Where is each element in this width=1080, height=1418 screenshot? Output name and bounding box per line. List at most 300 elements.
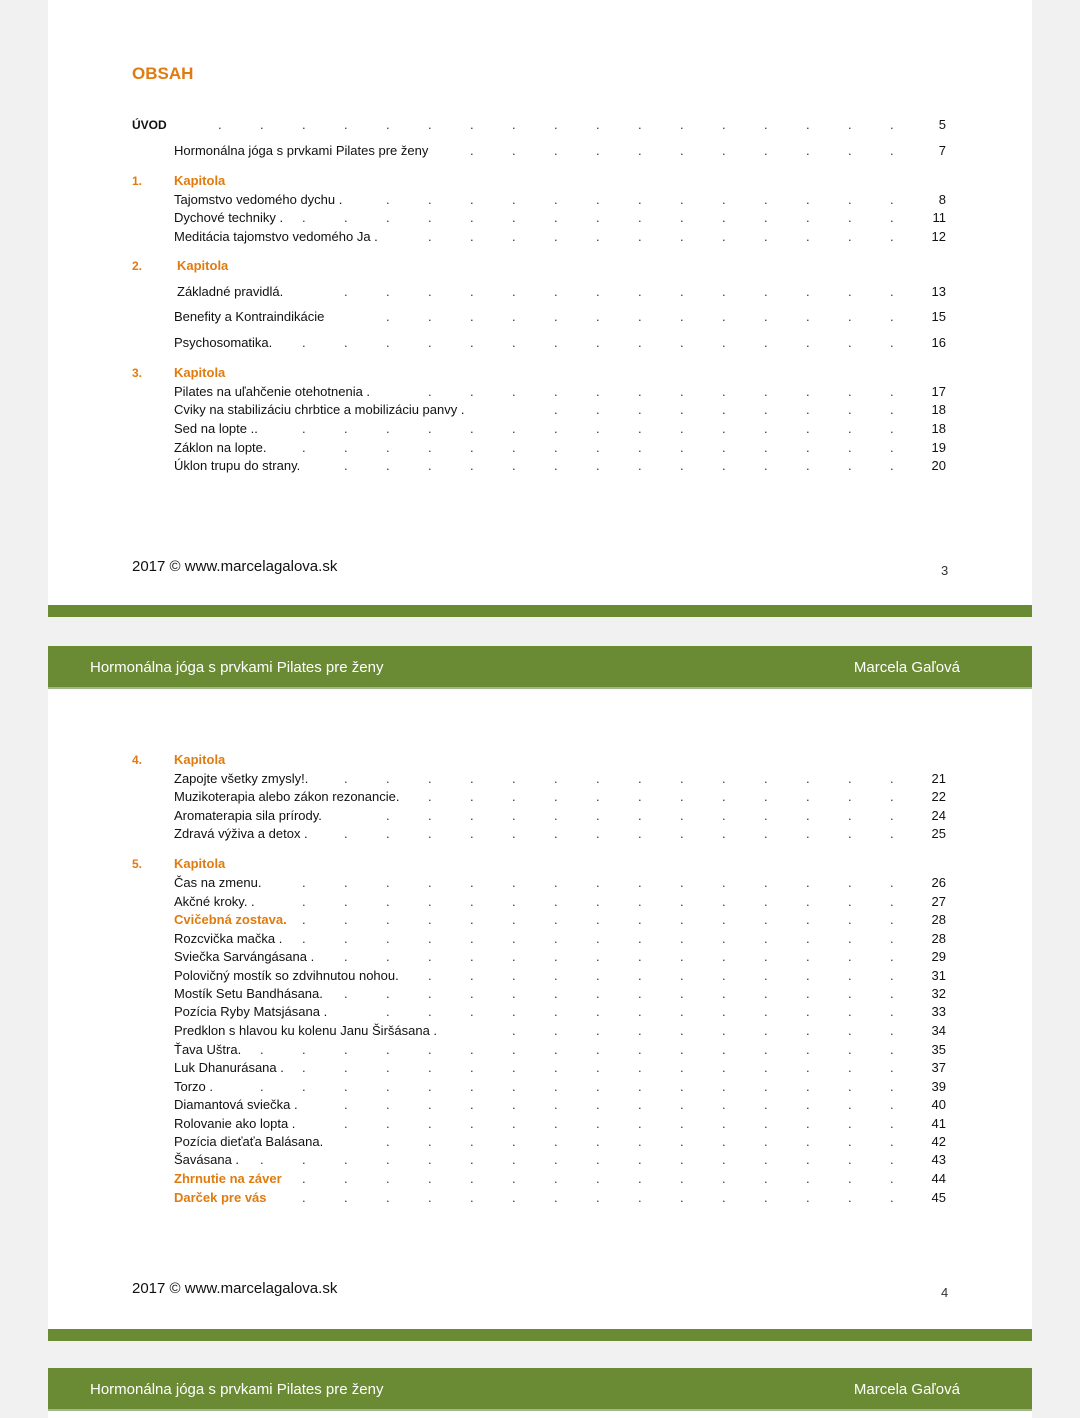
dot-leader: . xyxy=(722,421,726,436)
dot-leader: . xyxy=(386,826,390,841)
dot-leader: . xyxy=(302,421,306,436)
dot-leader: . xyxy=(596,875,600,890)
dot-leader: . xyxy=(344,210,348,225)
dot-leader: . xyxy=(386,1171,390,1186)
dot-leader: . xyxy=(638,1004,642,1019)
toc-entry[interactable] xyxy=(48,258,1032,276)
dot-leader: . xyxy=(848,912,852,927)
dot-leader: . xyxy=(848,421,852,436)
dot-leader: . xyxy=(722,229,726,244)
dot-leader: . xyxy=(302,931,306,946)
dot-leader: . xyxy=(764,1134,768,1149)
dot-leader: . xyxy=(764,1023,768,1038)
toc-entry[interactable] xyxy=(48,1190,1032,1208)
dot-leader: . xyxy=(722,309,726,324)
toc-entry-label: Základné pravidlá. xyxy=(177,284,284,299)
dot-leader: . xyxy=(638,986,642,1001)
toc-entry[interactable] xyxy=(48,1152,1032,1170)
dot-leader: . xyxy=(470,421,474,436)
dot-leader: . xyxy=(848,949,852,964)
toc-entry[interactable] xyxy=(48,752,1032,770)
dot-leader: . xyxy=(596,143,600,158)
dot-leader: . xyxy=(680,229,684,244)
toc-page-number: 40 xyxy=(931,1097,946,1112)
dot-leader: . xyxy=(512,458,516,473)
dot-leader: . xyxy=(554,986,558,1001)
toc-entry[interactable] xyxy=(48,1079,1032,1097)
dot-leader: . xyxy=(428,440,432,455)
dot-leader: . xyxy=(680,808,684,823)
dot-leader: . xyxy=(470,143,474,158)
toc-entry[interactable] xyxy=(48,856,1032,874)
dot-leader: . xyxy=(848,1134,852,1149)
toc-entry[interactable] xyxy=(48,808,1032,826)
dot-leader: . xyxy=(806,968,810,983)
dot-leader: . xyxy=(722,826,726,841)
toc-entry-label: Benefity a Kontraindikácie xyxy=(174,309,325,324)
dot-leader: . xyxy=(890,117,894,132)
toc-entry-label: Pozícia dieťaťa Balásana. xyxy=(174,1134,324,1149)
toc-page-number: 41 xyxy=(931,1116,946,1131)
toc-page-number: 27 xyxy=(931,894,946,909)
dot-leader: . xyxy=(680,826,684,841)
dot-leader: . xyxy=(512,210,516,225)
dot-leader: . xyxy=(680,421,684,436)
dot-leader: . xyxy=(764,210,768,225)
dot-leader: . xyxy=(428,1152,432,1167)
dot-leader: . xyxy=(848,440,852,455)
dot-leader: . xyxy=(512,894,516,909)
toc-page-number: 5 xyxy=(938,117,946,132)
dot-leader: . xyxy=(344,875,348,890)
dot-leader: . xyxy=(470,1079,474,1094)
dot-leader: . xyxy=(680,284,684,299)
dot-leader: . xyxy=(386,1004,390,1019)
dot-leader: . xyxy=(428,1116,432,1131)
dot-leader: . xyxy=(428,1060,432,1075)
dot-leader: . xyxy=(848,192,852,207)
dot-leader: . xyxy=(344,1190,348,1205)
dot-leader: . xyxy=(680,210,684,225)
dot-leader: . xyxy=(638,771,642,786)
toc-page-number: 17 xyxy=(931,384,946,399)
dot-leader: . xyxy=(512,808,516,823)
dot-leader: . xyxy=(470,808,474,823)
toc-entry[interactable] xyxy=(48,335,1032,353)
dot-leader: . xyxy=(554,1079,558,1094)
dot-leader: . xyxy=(470,1171,474,1186)
toc-entry-label: Diamantová sviečka . xyxy=(174,1097,298,1112)
dot-leader: . xyxy=(554,875,558,890)
dot-leader: . xyxy=(302,894,306,909)
dot-leader: . xyxy=(848,968,852,983)
toc-entry[interactable] xyxy=(48,894,1032,912)
dot-leader: . xyxy=(554,210,558,225)
dot-leader: . xyxy=(596,894,600,909)
dot-leader: . xyxy=(428,968,432,983)
dot-leader: . xyxy=(722,1190,726,1205)
toc-entry[interactable] xyxy=(48,309,1032,327)
dot-leader: . xyxy=(806,808,810,823)
dot-leader: . xyxy=(386,309,390,324)
dot-leader: . xyxy=(554,1042,558,1057)
dot-leader: . xyxy=(638,949,642,964)
dot-leader: . xyxy=(680,949,684,964)
dot-leader: . xyxy=(764,309,768,324)
toc-page-number: 15 xyxy=(931,309,946,324)
dot-leader: . xyxy=(722,284,726,299)
toc-entry-label: Mostík Setu Bandhásana. xyxy=(174,986,323,1001)
toc-entry[interactable] xyxy=(48,986,1032,1004)
dot-leader: . xyxy=(890,931,894,946)
dot-leader: . xyxy=(638,931,642,946)
dot-leader: . xyxy=(848,986,852,1001)
dot-leader: . xyxy=(848,1171,852,1186)
dot-leader: . xyxy=(638,229,642,244)
dot-leader: . xyxy=(428,771,432,786)
dot-leader: . xyxy=(722,894,726,909)
dot-leader: . xyxy=(596,1004,600,1019)
header-underline xyxy=(48,1409,1032,1411)
dot-leader: . xyxy=(596,421,600,436)
toc-entry-label: Kapitola xyxy=(174,173,226,188)
dot-leader: . xyxy=(764,1116,768,1131)
dot-leader: . xyxy=(764,335,768,350)
dot-leader: . xyxy=(722,117,726,132)
dot-leader: . xyxy=(386,986,390,1001)
toc-entry[interactable] xyxy=(48,1023,1032,1041)
dot-leader: . xyxy=(512,1116,516,1131)
dot-leader: . xyxy=(386,912,390,927)
toc-entry[interactable] xyxy=(48,1171,1032,1189)
dot-leader: . xyxy=(344,771,348,786)
toc-entry-label: Kapitola xyxy=(177,258,229,273)
toc-entry[interactable] xyxy=(48,968,1032,986)
dot-leader: . xyxy=(512,421,516,436)
toc-entry-label: Darček pre vás xyxy=(174,1190,267,1205)
dot-leader: . xyxy=(848,458,852,473)
dot-leader: . xyxy=(596,384,600,399)
dot-leader: . xyxy=(806,771,810,786)
dot-leader: . xyxy=(848,402,852,417)
dot-leader: . xyxy=(890,771,894,786)
dot-leader: . xyxy=(260,1042,264,1057)
dot-leader: . xyxy=(386,1060,390,1075)
toc-entry[interactable] xyxy=(48,143,1032,161)
dot-leader: . xyxy=(554,1023,558,1038)
dot-leader: . xyxy=(638,1116,642,1131)
toc-entry[interactable] xyxy=(48,173,1032,191)
dot-leader: . xyxy=(470,789,474,804)
dot-leader: . xyxy=(554,1134,558,1149)
dot-leader: . xyxy=(428,894,432,909)
dot-leader: . xyxy=(722,384,726,399)
dot-leader: . xyxy=(890,1023,894,1038)
dot-leader: . xyxy=(554,949,558,964)
dot-leader: . xyxy=(554,284,558,299)
page-divider-bar xyxy=(48,605,1032,617)
toc-page-number: 43 xyxy=(931,1152,946,1167)
dot-leader: . xyxy=(344,335,348,350)
toc-entry[interactable] xyxy=(48,1004,1032,1022)
dot-leader: . xyxy=(596,309,600,324)
dot-leader: . xyxy=(512,1190,516,1205)
toc-entry-label: Zhrnutie na záver xyxy=(174,1171,282,1186)
toc-entry-label: Sed na lopte .. xyxy=(174,421,258,436)
toc-page-number: 31 xyxy=(931,968,946,983)
dot-leader: . xyxy=(554,894,558,909)
dot-leader: . xyxy=(638,384,642,399)
dot-leader: . xyxy=(806,986,810,1001)
toc-chapter-number: 2. xyxy=(132,259,143,273)
toc-entry[interactable] xyxy=(48,458,1032,476)
dot-leader: . xyxy=(260,117,264,132)
dot-leader: . xyxy=(722,440,726,455)
toc-entry[interactable] xyxy=(48,826,1032,844)
dot-leader: . xyxy=(680,986,684,1001)
dot-leader: . xyxy=(848,117,852,132)
dot-leader: . xyxy=(596,931,600,946)
dot-leader: . xyxy=(302,1190,306,1205)
dot-leader: . xyxy=(722,1042,726,1057)
dot-leader: . xyxy=(344,1042,348,1057)
dot-leader: . xyxy=(722,1134,726,1149)
dot-leader: . xyxy=(890,421,894,436)
header-underline xyxy=(48,687,1032,689)
toc-entry[interactable] xyxy=(48,912,1032,930)
dot-leader: . xyxy=(722,912,726,927)
dot-leader: . xyxy=(890,384,894,399)
dot-leader: . xyxy=(638,309,642,324)
dot-leader: . xyxy=(344,1152,348,1167)
dot-leader: . xyxy=(344,931,348,946)
dot-leader: . xyxy=(764,986,768,1001)
toc-entry[interactable] xyxy=(48,875,1032,893)
dot-leader: . xyxy=(386,1152,390,1167)
dot-leader: . xyxy=(806,789,810,804)
dot-leader: . xyxy=(470,1190,474,1205)
toc-page-number: 7 xyxy=(938,143,946,158)
dot-leader: . xyxy=(428,384,432,399)
dot-leader: . xyxy=(470,875,474,890)
dot-leader: . xyxy=(638,440,642,455)
dot-leader: . xyxy=(428,284,432,299)
dot-leader: . xyxy=(638,192,642,207)
dot-leader: . xyxy=(806,894,810,909)
dot-leader: . xyxy=(386,192,390,207)
dot-leader: . xyxy=(386,1134,390,1149)
toc-entry-label: Rozcvička mačka . xyxy=(174,931,283,946)
dot-leader: . xyxy=(470,458,474,473)
dot-leader: . xyxy=(302,440,306,455)
dot-leader: . xyxy=(890,402,894,417)
dot-leader: . xyxy=(890,440,894,455)
dot-leader: . xyxy=(596,210,600,225)
toc-chapter-number: 5. xyxy=(132,857,143,871)
toc-entry[interactable] xyxy=(48,1116,1032,1134)
dot-leader: . xyxy=(890,789,894,804)
dot-leader: . xyxy=(806,1042,810,1057)
dot-leader: . xyxy=(722,1004,726,1019)
dot-leader: . xyxy=(848,931,852,946)
dot-leader: . xyxy=(596,1152,600,1167)
dot-leader: . xyxy=(806,912,810,927)
toc-entry-label: Pilates na uľahčenie otehotnenia . xyxy=(174,384,371,399)
toc-entry-label: Sviečka Sarvángásana . xyxy=(174,949,315,964)
dot-leader: . xyxy=(722,1152,726,1167)
dot-leader: . xyxy=(680,912,684,927)
dot-leader: . xyxy=(344,421,348,436)
dot-leader: . xyxy=(806,1134,810,1149)
dot-leader: . xyxy=(554,771,558,786)
dot-leader: . xyxy=(596,968,600,983)
dot-leader: . xyxy=(680,1171,684,1186)
toc-entry[interactable] xyxy=(48,789,1032,807)
toc-entry[interactable] xyxy=(48,365,1032,383)
dot-leader: . xyxy=(638,284,642,299)
dot-leader: . xyxy=(302,875,306,890)
dot-leader: . xyxy=(554,192,558,207)
dot-leader: . xyxy=(806,335,810,350)
dot-leader: . xyxy=(680,1190,684,1205)
dot-leader: . xyxy=(596,335,600,350)
dot-leader: . xyxy=(848,143,852,158)
dot-leader: . xyxy=(638,458,642,473)
dot-leader: . xyxy=(386,335,390,350)
dot-leader: . xyxy=(470,1134,474,1149)
dot-leader: . xyxy=(722,949,726,964)
toc-page-number: 20 xyxy=(931,458,946,473)
dot-leader: . xyxy=(764,875,768,890)
dot-leader: . xyxy=(554,1004,558,1019)
dot-leader: . xyxy=(890,968,894,983)
dot-leader: . xyxy=(638,808,642,823)
dot-leader: . xyxy=(806,1116,810,1131)
dot-leader: . xyxy=(848,771,852,786)
toc-entry[interactable] xyxy=(48,1060,1032,1078)
dot-leader: . xyxy=(680,1004,684,1019)
dot-leader: . xyxy=(512,986,516,1001)
dot-leader: . xyxy=(470,894,474,909)
toc-page-number: 45 xyxy=(931,1190,946,1205)
toc-entry-label: Polovičný mostík so zdvihnutou nohou. xyxy=(174,968,399,983)
dot-leader: . xyxy=(386,1116,390,1131)
toc-chapter-number: 4. xyxy=(132,753,143,767)
toc-entry[interactable] xyxy=(48,384,1032,402)
dot-leader: . xyxy=(890,1097,894,1112)
toc-entry[interactable] xyxy=(48,192,1032,210)
dot-leader: . xyxy=(302,912,306,927)
dot-leader: . xyxy=(638,1152,642,1167)
toc-entry[interactable] xyxy=(48,229,1032,247)
dot-leader: . xyxy=(722,143,726,158)
dot-leader: . xyxy=(680,192,684,207)
dot-leader: . xyxy=(512,143,516,158)
toc-entry[interactable] xyxy=(48,1097,1032,1115)
dot-leader: . xyxy=(260,1079,264,1094)
dot-leader: . xyxy=(638,968,642,983)
header-title: Hormonálna jóga s prvkami Pilates pre ženy xyxy=(90,1381,384,1398)
toc-page-number: 29 xyxy=(931,949,946,964)
toc-entry[interactable] xyxy=(48,402,1032,420)
dot-leader: . xyxy=(722,458,726,473)
dot-leader: . xyxy=(554,912,558,927)
dot-leader: . xyxy=(890,1004,894,1019)
document-page-5 xyxy=(48,1368,1032,1418)
dot-leader: . xyxy=(428,1042,432,1057)
dot-leader: . xyxy=(554,1116,558,1131)
toc-entry[interactable] xyxy=(48,421,1032,439)
toc-entry[interactable] xyxy=(48,210,1032,228)
dot-leader: . xyxy=(554,789,558,804)
toc-entry[interactable] xyxy=(48,949,1032,967)
dot-leader: . xyxy=(848,309,852,324)
dot-leader: . xyxy=(764,894,768,909)
toc-entry[interactable] xyxy=(48,771,1032,789)
toc-entry[interactable] xyxy=(48,117,1032,135)
dot-leader: . xyxy=(344,284,348,299)
toc-entry[interactable] xyxy=(48,1042,1032,1060)
dot-leader: . xyxy=(512,1079,516,1094)
document-page-3 xyxy=(48,0,1032,605)
dot-leader: . xyxy=(470,949,474,964)
dot-leader: . xyxy=(386,875,390,890)
toc-entry[interactable] xyxy=(48,440,1032,458)
dot-leader: . xyxy=(680,875,684,890)
dot-leader: . xyxy=(428,335,432,350)
dot-leader: . xyxy=(680,931,684,946)
dot-leader: . xyxy=(764,402,768,417)
dot-leader: . xyxy=(638,143,642,158)
dot-leader: . xyxy=(722,1060,726,1075)
dot-leader: . xyxy=(848,1004,852,1019)
dot-leader: . xyxy=(848,335,852,350)
dot-leader: . xyxy=(890,1079,894,1094)
dot-leader: . xyxy=(554,1190,558,1205)
dot-leader: . xyxy=(890,912,894,927)
toc-page-number: 28 xyxy=(931,931,946,946)
dot-leader: . xyxy=(848,789,852,804)
dot-leader: . xyxy=(764,1042,768,1057)
toc-entry[interactable] xyxy=(48,931,1032,949)
dot-leader: . xyxy=(806,875,810,890)
toc-page-number: 34 xyxy=(931,1023,946,1038)
toc-page-number: 13 xyxy=(931,284,946,299)
toc-entry-label: Luk Dhanurásana . xyxy=(174,1060,284,1075)
dot-leader: . xyxy=(722,968,726,983)
header-title: Hormonálna jóga s prvkami Pilates pre ženy xyxy=(90,659,384,676)
dot-leader: . xyxy=(806,1079,810,1094)
dot-leader: . xyxy=(890,826,894,841)
dot-leader: . xyxy=(638,912,642,927)
dot-leader: . xyxy=(806,210,810,225)
toc-entry[interactable] xyxy=(48,1134,1032,1152)
dot-leader: . xyxy=(764,1190,768,1205)
dot-leader: . xyxy=(596,1171,600,1186)
toc-entry-label: Zdravá výživa a detox . xyxy=(174,826,308,841)
dot-leader: . xyxy=(512,440,516,455)
dot-leader: . xyxy=(428,1004,432,1019)
page-header xyxy=(48,646,1032,687)
toc-page-number: 33 xyxy=(931,1004,946,1019)
toc-entry-label: Ťava Uštra. xyxy=(174,1042,242,1057)
dot-leader: . xyxy=(722,1079,726,1094)
dot-leader: . xyxy=(638,1023,642,1038)
toc-entry[interactable] xyxy=(48,284,1032,302)
dot-leader: . xyxy=(470,1042,474,1057)
dot-leader: . xyxy=(554,143,558,158)
footer-copyright: 2017 © www.marcelagalova.sk xyxy=(132,558,338,575)
